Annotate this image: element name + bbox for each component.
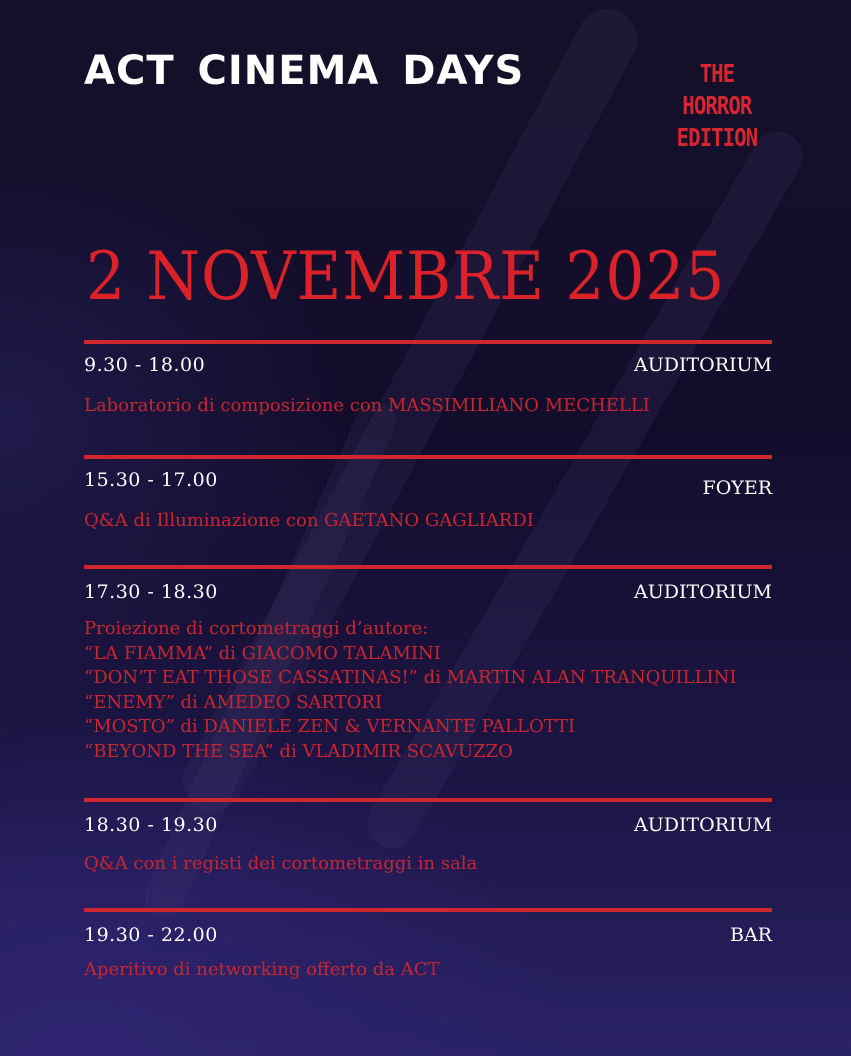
event-time: 9.30 - 18.00 (84, 354, 206, 376)
event-description: Proiezione di cortometraggi d’autore: (84, 618, 429, 639)
film-listing: “MOSTO” di DANIELE ZEN & VERNANTE PALLOTTI (84, 716, 576, 737)
event-description: Q&A con i registi dei cortometraggi in sala (84, 853, 478, 874)
divider-line (84, 340, 772, 344)
edition-line: EDITION (676, 123, 758, 152)
divider-line (84, 798, 772, 802)
film-listing: “DON’T EAT THOSE CASSATINAS!” di MARTIN ALAN TRANQUILLINI (84, 667, 737, 688)
event-time: 18.30 - 19.30 (84, 814, 218, 836)
schedule-item (84, 908, 772, 983)
divider-line (84, 908, 772, 912)
film-listing: “LA FIAMMA” di GIACOMO TALAMINI (84, 642, 441, 664)
event-time: 15.30 - 17.00 (84, 469, 218, 491)
schedule-item (84, 565, 772, 764)
divider-line (84, 455, 772, 459)
film-listing: “ENEMY” di AMEDEO SARTORI (84, 691, 383, 713)
event-title: ACT CINEMA DAYS (84, 48, 525, 94)
event-location: AUDITORIUM (633, 814, 772, 836)
event-description: Q&A di Illuminazione con GAETANO GAGLIARDI (84, 510, 534, 531)
event-location: AUDITORIUM (633, 354, 772, 376)
edition-line: HORROR (682, 91, 752, 120)
event-location: BAR (730, 924, 772, 946)
event-location: FOYER (702, 477, 772, 499)
event-date: 2 NOVEMBRE 2025 (86, 238, 726, 315)
horror-edition-logo (676, 58, 758, 154)
schedule-item (84, 798, 772, 877)
event-time: 19.30 - 22.00 (84, 924, 218, 946)
edition-line: THE (699, 59, 735, 88)
event-description: Aperitivo di networking offerto da ACT (84, 959, 440, 980)
schedule-item (84, 340, 772, 419)
film-listing: “BEYOND THE SEA” di VLADIMIR SCAVUZZO (84, 740, 513, 762)
schedule-item (84, 455, 772, 534)
event-location: AUDITORIUM (633, 581, 772, 603)
event-description: Laboratorio di composizione con MASSIMILIANO MECHELLI (84, 395, 650, 416)
divider-line (84, 565, 772, 569)
event-time: 17.30 - 18.30 (84, 581, 218, 603)
